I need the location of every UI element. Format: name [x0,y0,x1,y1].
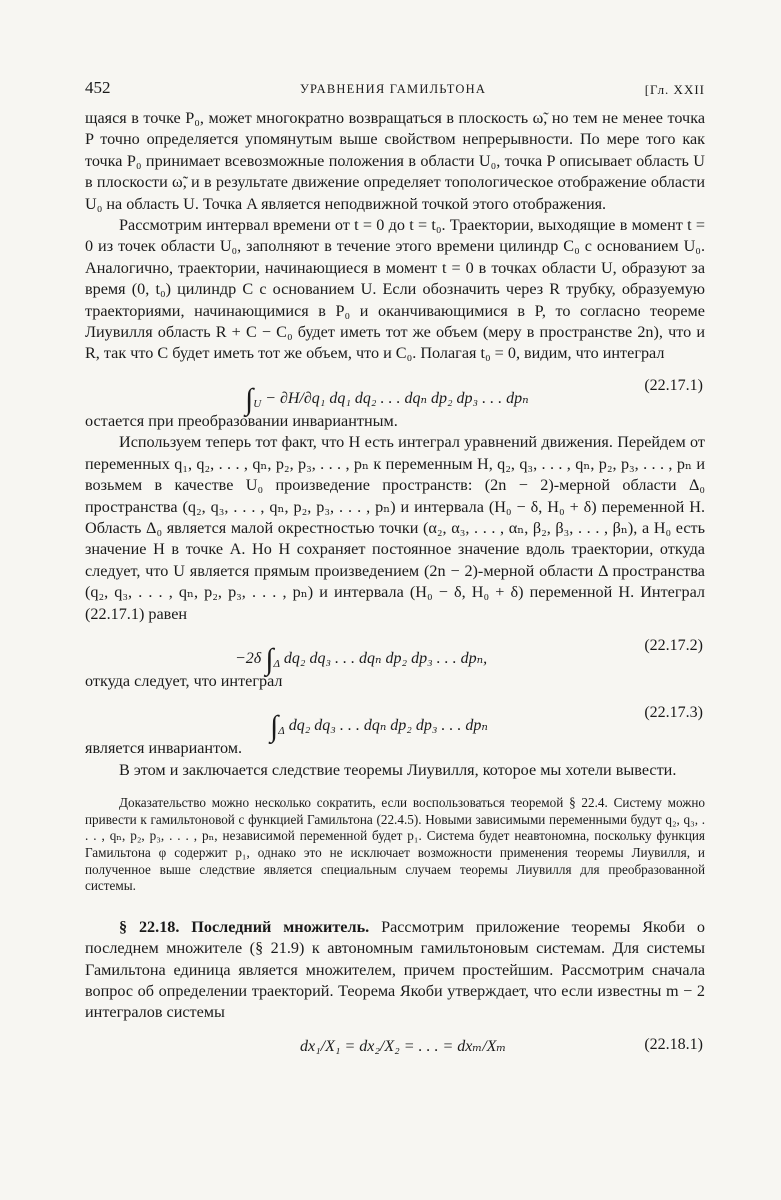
equation-22-18-1 [85,1024,705,1070]
paragraph: откуда следует, что интеграл [85,671,283,690]
paragraph: щаяся в точке P₀, может многократно возвращаться в плоскость ω̃, но тем не менее точка P точно определяется упомянутым выше свойством непрерывности. По мере того как точка P₀ принимает всевозможные положения в области U₀, точка P описывает область U в плоскости ω̃, и в результате движение определяет топологическое отображение области U₀ на область U. Точка A является неподвижной точкой этого отображения. [85,109,705,213]
equation-prefix: −2δ [235,649,262,667]
paragraph: остается при преобразовании инвариантным. [85,411,398,430]
equation-body: dq₂ dq₃ . . . dqₙ dp₂ dp₃ . . . dpₙ [288,717,488,735]
footnote [85,795,705,895]
equation-number: (22.18.1) [644,1035,703,1053]
integral-sign: ∫ [245,382,254,416]
section-22-18 [85,917,705,1024]
paragraph: В этом и заключается следствие теоремы Лиувилля, которое мы хотели вывести. [119,760,677,779]
page-header [85,78,705,108]
section-text: Рассмотрим приложение теоремы Якоби о последнем множителе (§ 21.9) к автономным гамильтоновым системам. Для системы Гамильтона единица является множителем, причем простейшим. Рассмотрим сначала вопрос об определении траекторий. Теорема Якоби утверждает, что если известны m − 2 интегралов системы [85,917,706,1022]
equation-22-17-1 [85,365,705,416]
integral-domain: Δ [273,658,280,671]
integral-domain: U [253,398,262,411]
integral-sign: ∫ [270,710,279,744]
paragraph: Рассмотрим интервал времени от t = 0 до t = t₀. Траектории, выходящие в момент t = 0 из точек области U₀, заполняют в течение этого времени цилиндр C₀ с основанием U₀. Аналогично, траектории, начинающиеся в момент t = 0 в точках области U, образуют за время (0, t₀) цилиндр C с основанием U. Если обозначить через R трубку, образуемую траекториями, начинающимися в P₀ и оканчивающимися в P, то согласно теореме Лиувилля область R + C − C₀ будет иметь тот же объем (меру в пространстве 2n), что и R, так что C будет иметь тот же объем, что и C₀. Полагая t₀ = 0, видим, что интеграл [85,216,705,363]
section-paragraph [85,917,705,1024]
paragraph: Используем теперь тот факт, что H есть интеграл уравнений движения. Перейдем от переменных q₁, q₂, . . . , qₙ, p₂, p₃, . . . , pₙ к переменным H, q₂, q₃, . . . , qₙ, p₂, p₃, . . . , pₙ и возьмем в качестве U₀ произведение пространств: (2n − 2)-мерной области Δ₀ пространства (q₂, q₃, . . . , qₙ, p₂, p₃, . . . , pₙ) и интервала (H₀ − δ, H₀ + δ) переменной H. Область Δ₀ является малой окрестностью точки (α₂, α₃, . . . , αₙ, β₂, β₃, . . . , βₙ), а H₀ есть значение H в точке A. Но H сохраняет постоянное значение вдоль траектории, откуда следует, что U является прямым произведением (2n − 2)-мерной области Δ пространства (q₂, q₃, . . . , qₙ, p₂, p₃, . . . , pₙ) и интервала (H₀ − δ, H₀ + δ) переменной H. Интеграл (22.17.1) равен [85,433,705,623]
equation-body: dq₂ dq₃ . . . dqₙ dp₂ dp₃ . . . dpₙ, [283,649,488,667]
equation-22-17-3 [85,692,705,744]
equation-22-17-2 [85,625,705,676]
paragraph: является инвариантом. [85,739,243,758]
equation-body: dx₁/X₁ = dx₂/X₂ = . . . = dxₘ/Xₘ [300,1037,507,1055]
integral-domain: Δ [278,725,285,738]
running-title: УРАВНЕНИЯ ГАМИЛЬТОНА [300,82,487,96]
equation-number: (22.17.1) [644,376,703,394]
page [85,78,705,1070]
integral-sign: ∫ [265,642,274,676]
chapter-label: [Гл. XXII [644,82,705,97]
section-heading: § 22.18. Последний множитель. [119,917,370,936]
page-number: 452 [85,78,111,97]
equation-body: − ∂H/∂q₁ dq₁ dq₂ . . . dqₙ dp₂ dp₃ . . . dpₙ [265,389,529,407]
equation-number: (22.17.3) [644,704,703,722]
footnote-text: Доказательство можно несколько сократить, если воспользоваться теоремой § 22.4. Систему можно привести к гамильтоновой с функцией Гамильтона (22.4.5). Новыми зависимыми переменными будут q₂, q₃, . . . , qₙ, p₂, p₃, . . . , pₙ, независимой переменной будет p₁. Система будет неавтономна, поскольку функция Гамильтона φ содержит p₁, однако это не исключает возможности применения теоремы Лиувилля, и полученное выше следствие является специальным случаем теоремы Лиувилля для преобразованной системы. [85,795,705,894]
equation-number: (22.17.2) [644,636,703,654]
